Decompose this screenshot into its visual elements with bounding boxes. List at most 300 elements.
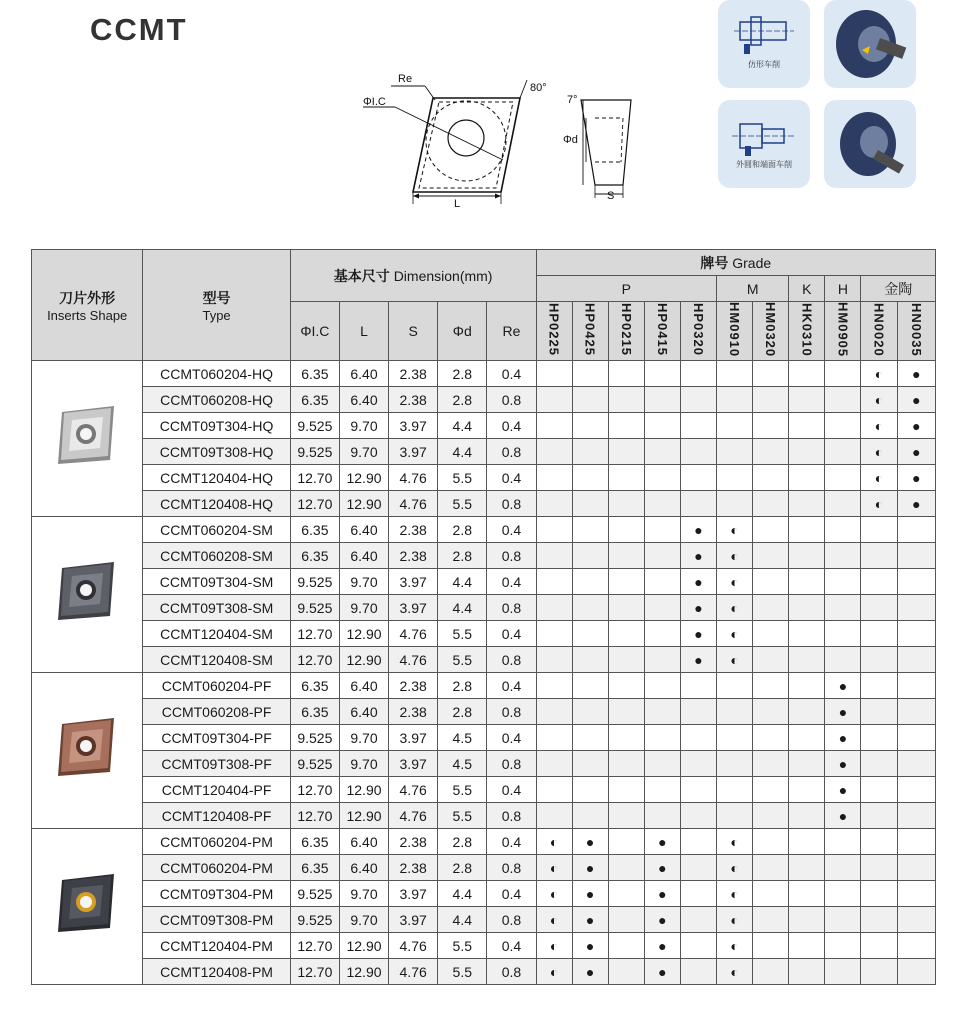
grade-mark <box>572 465 608 491</box>
type-cell: CCMT060204-SM <box>143 517 290 543</box>
d-cell: 4.4 <box>438 569 487 595</box>
spec-table <box>31 249 936 985</box>
grade-mark <box>644 413 680 439</box>
grade-mark <box>680 855 716 881</box>
grade-mark <box>572 647 608 673</box>
type-header: 型号 Type <box>143 250 290 361</box>
grade-mark <box>753 907 789 933</box>
external-facing-photo <box>824 100 916 188</box>
grade-mark <box>861 569 897 595</box>
type-cell: CCMT120404-SM <box>143 621 290 647</box>
grade-mark <box>897 777 935 803</box>
grade-mark <box>680 413 716 439</box>
grade-mark <box>825 439 861 465</box>
type-cell: CCMT09T304-PM <box>143 881 290 907</box>
clearance-label: 7° <box>567 94 578 106</box>
insert-shape-cell <box>32 673 143 829</box>
l-cell: 9.70 <box>339 725 388 751</box>
grade-mark <box>861 829 897 855</box>
grade-mark <box>789 361 825 387</box>
s-cell: 3.97 <box>389 439 438 465</box>
grade-mark <box>753 361 789 387</box>
grade-mark <box>753 387 789 413</box>
re-cell: 0.8 <box>487 803 536 829</box>
col-ic: ΦI.C <box>290 302 339 361</box>
grade-mark <box>825 595 861 621</box>
grade-header: 牌号 Grade <box>536 250 936 276</box>
l-cell: 6.40 <box>339 517 388 543</box>
grade-mark <box>897 699 935 725</box>
col-hp0425: HP0425 <box>572 302 608 361</box>
grade-mark <box>753 491 789 517</box>
s-cell: 4.76 <box>389 803 438 829</box>
turning-photo-icon <box>824 0 916 88</box>
grade-mark <box>825 491 861 517</box>
s-cell: 2.38 <box>389 699 438 725</box>
grade-mark <box>789 413 825 439</box>
grade-mark <box>717 361 753 387</box>
grade-mark <box>608 595 644 621</box>
table-row <box>32 959 936 985</box>
col-hn0035: HN0035 <box>897 302 935 361</box>
grade-mark <box>608 413 644 439</box>
group-k: K <box>789 276 825 302</box>
grade-mark <box>789 543 825 569</box>
type-cell: CCMT09T304-SM <box>143 569 290 595</box>
insert-shape-cell <box>32 517 143 673</box>
grey-insert-image <box>48 554 126 632</box>
grade-mark <box>861 543 897 569</box>
grade-mark <box>825 855 861 881</box>
d-cell: 4.5 <box>438 725 487 751</box>
re-cell: 0.8 <box>487 907 536 933</box>
grade-mark <box>536 361 572 387</box>
grade-mark <box>536 491 572 517</box>
grade-mark <box>536 387 572 413</box>
col-hn0020: HN0020 <box>861 302 897 361</box>
external-facing-icon <box>718 100 810 188</box>
grade-mark <box>644 803 680 829</box>
group-m: M <box>717 276 789 302</box>
table-row <box>32 491 936 517</box>
grade-mark: ● <box>825 803 861 829</box>
grade-mark: ◐ <box>536 829 572 855</box>
type-cell: CCMT09T308-SM <box>143 595 290 621</box>
re-cell: 0.4 <box>487 725 536 751</box>
d-cell: 4.4 <box>438 413 487 439</box>
l-cell: 12.90 <box>339 777 388 803</box>
grade-mark <box>861 517 897 543</box>
grade-mark <box>644 465 680 491</box>
grade-mark <box>717 413 753 439</box>
re-cell: 0.8 <box>487 647 536 673</box>
grade-mark <box>825 465 861 491</box>
table-row <box>32 673 936 699</box>
s-label: S <box>607 190 615 202</box>
d-label: Φd <box>563 134 578 146</box>
grade-mark: ◐ <box>717 595 753 621</box>
grade-mark <box>680 725 716 751</box>
d-cell: 2.8 <box>438 517 487 543</box>
l-cell: 12.90 <box>339 465 388 491</box>
s-cell: 3.97 <box>389 751 438 777</box>
grade-mark <box>536 699 572 725</box>
l-cell: 6.40 <box>339 829 388 855</box>
grade-mark <box>861 699 897 725</box>
grade-mark <box>753 621 789 647</box>
grade-mark <box>789 465 825 491</box>
type-cell: CCMT120404-HQ <box>143 465 290 491</box>
re-label: Re <box>398 73 413 85</box>
grade-mark: ● <box>680 543 716 569</box>
d-cell: 5.5 <box>438 933 487 959</box>
grade-mark <box>536 439 572 465</box>
table-row <box>32 387 936 413</box>
re-cell: 0.4 <box>487 465 536 491</box>
grade-mark: ● <box>897 465 935 491</box>
grade-mark <box>572 699 608 725</box>
grade-mark <box>717 387 753 413</box>
type-cell: CCMT09T304-HQ <box>143 413 290 439</box>
shape-header: 刀片外形 Inserts Shape <box>32 250 143 361</box>
grade-mark: ◐ <box>717 829 753 855</box>
grade-mark <box>897 621 935 647</box>
grade-mark <box>644 387 680 413</box>
grade-mark: ● <box>680 621 716 647</box>
grade-mark <box>572 777 608 803</box>
insert-shape-cell <box>32 829 143 985</box>
grade-mark: ◐ <box>717 621 753 647</box>
grade-mark <box>753 465 789 491</box>
grade-mark: ● <box>572 881 608 907</box>
grade-mark <box>897 959 935 985</box>
grade-mark <box>753 413 789 439</box>
grade-mark: ◐ <box>861 387 897 413</box>
type-cell: CCMT060204-PF <box>143 673 290 699</box>
grade-mark: ◐ <box>861 413 897 439</box>
d-cell: 2.8 <box>438 387 487 413</box>
grade-mark <box>608 881 644 907</box>
l-cell: 6.40 <box>339 387 388 413</box>
ic-cell: 12.70 <box>290 803 339 829</box>
table-row <box>32 777 936 803</box>
col-l: L <box>339 302 388 361</box>
type-cell: CCMT060208-HQ <box>143 387 290 413</box>
re-cell: 0.8 <box>487 855 536 881</box>
table-row <box>32 907 936 933</box>
grade-mark <box>753 517 789 543</box>
re-cell: 0.4 <box>487 777 536 803</box>
grade-mark <box>753 959 789 985</box>
grade-mark <box>861 855 897 881</box>
ic-cell: 9.525 <box>290 569 339 595</box>
grade-mark <box>572 803 608 829</box>
table-row <box>32 725 936 751</box>
grade-mark <box>897 517 935 543</box>
d-cell: 5.5 <box>438 803 487 829</box>
grade-mark <box>680 907 716 933</box>
grade-mark <box>608 751 644 777</box>
grade-mark <box>753 595 789 621</box>
re-cell: 0.8 <box>487 959 536 985</box>
grade-mark: ● <box>825 751 861 777</box>
grade-mark <box>572 725 608 751</box>
l-cell: 12.90 <box>339 959 388 985</box>
grade-mark <box>572 569 608 595</box>
ic-cell: 9.525 <box>290 751 339 777</box>
s-cell: 2.38 <box>389 517 438 543</box>
grade-mark <box>789 803 825 829</box>
grade-mark <box>753 673 789 699</box>
re-cell: 0.8 <box>487 595 536 621</box>
grade-mark <box>608 543 644 569</box>
table-row <box>32 361 936 387</box>
grade-mark <box>644 751 680 777</box>
ic-cell: 6.35 <box>290 829 339 855</box>
grade-mark <box>536 543 572 569</box>
grade-mark <box>753 647 789 673</box>
grade-mark: ● <box>572 829 608 855</box>
grade-mark <box>789 933 825 959</box>
grade-mark <box>608 361 644 387</box>
s-cell: 2.38 <box>389 829 438 855</box>
grade-mark <box>789 881 825 907</box>
grade-mark <box>789 673 825 699</box>
s-cell: 4.76 <box>389 465 438 491</box>
s-cell: 2.38 <box>389 387 438 413</box>
d-cell: 5.5 <box>438 959 487 985</box>
grade-mark: ◐ <box>717 907 753 933</box>
grade-mark <box>608 647 644 673</box>
grade-mark <box>680 751 716 777</box>
grade-mark: ◐ <box>717 959 753 985</box>
re-cell: 0.4 <box>487 517 536 543</box>
grade-mark <box>789 959 825 985</box>
l-cell: 6.40 <box>339 855 388 881</box>
grade-mark <box>717 699 753 725</box>
grade-mark <box>572 543 608 569</box>
grade-mark <box>717 439 753 465</box>
silver-insert-image <box>48 398 126 476</box>
page-title: CCMT <box>90 12 188 47</box>
grade-mark <box>608 517 644 543</box>
type-cell: CCMT120408-PM <box>143 959 290 985</box>
ic-cell: 12.70 <box>290 647 339 673</box>
re-cell: 0.4 <box>487 673 536 699</box>
grade-mark: ● <box>644 907 680 933</box>
col-hm0910: HM0910 <box>717 302 753 361</box>
grade-mark <box>825 621 861 647</box>
grade-mark <box>753 933 789 959</box>
grade-mark <box>789 855 825 881</box>
type-cell: CCMT120404-PM <box>143 933 290 959</box>
l-cell: 9.70 <box>339 907 388 933</box>
grade-mark <box>753 777 789 803</box>
l-cell: 9.70 <box>339 413 388 439</box>
grade-mark <box>536 777 572 803</box>
grade-mark <box>753 803 789 829</box>
d-cell: 4.4 <box>438 439 487 465</box>
ic-cell: 12.70 <box>290 491 339 517</box>
ic-cell: 6.35 <box>290 387 339 413</box>
s-cell: 2.38 <box>389 543 438 569</box>
grade-mark: ● <box>825 673 861 699</box>
d-cell: 5.5 <box>438 465 487 491</box>
grade-mark <box>897 647 935 673</box>
ic-cell: 9.525 <box>290 725 339 751</box>
grade-mark <box>789 491 825 517</box>
profile-turning-caption: 仿形车削 <box>748 60 780 69</box>
s-cell: 3.97 <box>389 413 438 439</box>
ic-cell: 6.35 <box>290 699 339 725</box>
grade-mark <box>572 621 608 647</box>
l-cell: 12.90 <box>339 933 388 959</box>
grade-mark <box>897 803 935 829</box>
grade-mark <box>789 907 825 933</box>
grade-mark <box>680 387 716 413</box>
type-cell: CCMT09T308-HQ <box>143 439 290 465</box>
table-row <box>32 465 936 491</box>
col-hm0320: HM0320 <box>753 302 789 361</box>
s-cell: 4.76 <box>389 621 438 647</box>
re-cell: 0.8 <box>487 439 536 465</box>
ic-cell: 9.525 <box>290 439 339 465</box>
d-cell: 4.4 <box>438 907 487 933</box>
grade-mark <box>644 543 680 569</box>
grade-mark <box>536 413 572 439</box>
grade-mark <box>717 803 753 829</box>
l-cell: 6.40 <box>339 699 388 725</box>
grade-mark <box>572 673 608 699</box>
table-row <box>32 881 936 907</box>
type-cell: CCMT120408-HQ <box>143 491 290 517</box>
grade-mark <box>897 881 935 907</box>
ic-cell: 9.525 <box>290 907 339 933</box>
grade-mark <box>536 803 572 829</box>
grade-mark: ◐ <box>861 491 897 517</box>
grade-mark <box>789 751 825 777</box>
table-row <box>32 751 936 777</box>
re-cell: 0.8 <box>487 543 536 569</box>
re-cell: 0.4 <box>487 881 536 907</box>
grade-mark <box>897 933 935 959</box>
grade-mark <box>644 725 680 751</box>
grade-mark <box>897 829 935 855</box>
s-cell: 2.38 <box>389 361 438 387</box>
table-row <box>32 829 936 855</box>
grade-mark: ● <box>897 439 935 465</box>
grade-mark: ● <box>644 959 680 985</box>
s-cell: 2.38 <box>389 855 438 881</box>
grade-mark <box>680 829 716 855</box>
grade-mark <box>789 517 825 543</box>
type-cell: CCMT120408-SM <box>143 647 290 673</box>
re-cell: 0.8 <box>487 699 536 725</box>
table-row <box>32 933 936 959</box>
ic-cell: 12.70 <box>290 621 339 647</box>
re-cell: 0.4 <box>487 569 536 595</box>
grade-mark <box>861 959 897 985</box>
d-cell: 5.5 <box>438 621 487 647</box>
grade-mark <box>680 881 716 907</box>
table-row <box>32 621 936 647</box>
facing-photo-icon <box>824 100 916 188</box>
d-cell: 2.8 <box>438 855 487 881</box>
s-cell: 4.76 <box>389 647 438 673</box>
grade-mark <box>789 439 825 465</box>
grade-mark <box>608 829 644 855</box>
grade-mark <box>680 673 716 699</box>
grade-mark <box>717 673 753 699</box>
grade-mark: ◐ <box>536 933 572 959</box>
type-cell: CCMT120404-PF <box>143 777 290 803</box>
d-cell: 4.4 <box>438 595 487 621</box>
grade-mark <box>644 439 680 465</box>
grade-mark <box>897 673 935 699</box>
grade-mark <box>897 595 935 621</box>
l-cell: 9.70 <box>339 595 388 621</box>
col-hp0320: HP0320 <box>680 302 716 361</box>
grade-mark <box>825 543 861 569</box>
grade-mark <box>608 803 644 829</box>
l-cell: 9.70 <box>339 569 388 595</box>
grade-mark: ● <box>644 829 680 855</box>
grade-mark <box>644 517 680 543</box>
grade-mark <box>825 361 861 387</box>
grade-mark <box>680 439 716 465</box>
grade-mark: ● <box>572 959 608 985</box>
l-label: L <box>454 198 461 210</box>
grade-mark <box>825 387 861 413</box>
gold-insert-image <box>48 866 126 944</box>
type-cell: CCMT09T308-PF <box>143 751 290 777</box>
grade-mark <box>789 829 825 855</box>
grade-mark <box>644 621 680 647</box>
insert-diagram <box>355 70 645 215</box>
grade-mark <box>825 829 861 855</box>
copper-insert-image <box>48 710 126 788</box>
grade-mark: ◐ <box>717 569 753 595</box>
grade-mark <box>680 959 716 985</box>
grade-mark: ● <box>680 647 716 673</box>
table-row <box>32 569 936 595</box>
type-cell: CCMT060204-PM <box>143 855 290 881</box>
re-cell: 0.4 <box>487 621 536 647</box>
re-cell: 0.8 <box>487 751 536 777</box>
group-h: H <box>825 276 861 302</box>
grade-mark <box>608 725 644 751</box>
grade-mark <box>861 673 897 699</box>
grade-mark <box>680 777 716 803</box>
grade-mark <box>680 361 716 387</box>
ic-cell: 6.35 <box>290 361 339 387</box>
grade-mark <box>644 569 680 595</box>
grade-mark <box>861 933 897 959</box>
l-cell: 9.70 <box>339 881 388 907</box>
ic-cell: 9.525 <box>290 881 339 907</box>
grade-mark: ● <box>825 725 861 751</box>
grade-mark <box>789 777 825 803</box>
re-cell: 0.4 <box>487 413 536 439</box>
grade-mark <box>608 699 644 725</box>
grade-mark <box>753 829 789 855</box>
l-cell: 12.90 <box>339 803 388 829</box>
grade-mark <box>789 387 825 413</box>
type-cell: CCMT09T304-PF <box>143 725 290 751</box>
d-cell: 2.8 <box>438 673 487 699</box>
grade-mark: ● <box>644 933 680 959</box>
l-cell: 6.40 <box>339 361 388 387</box>
